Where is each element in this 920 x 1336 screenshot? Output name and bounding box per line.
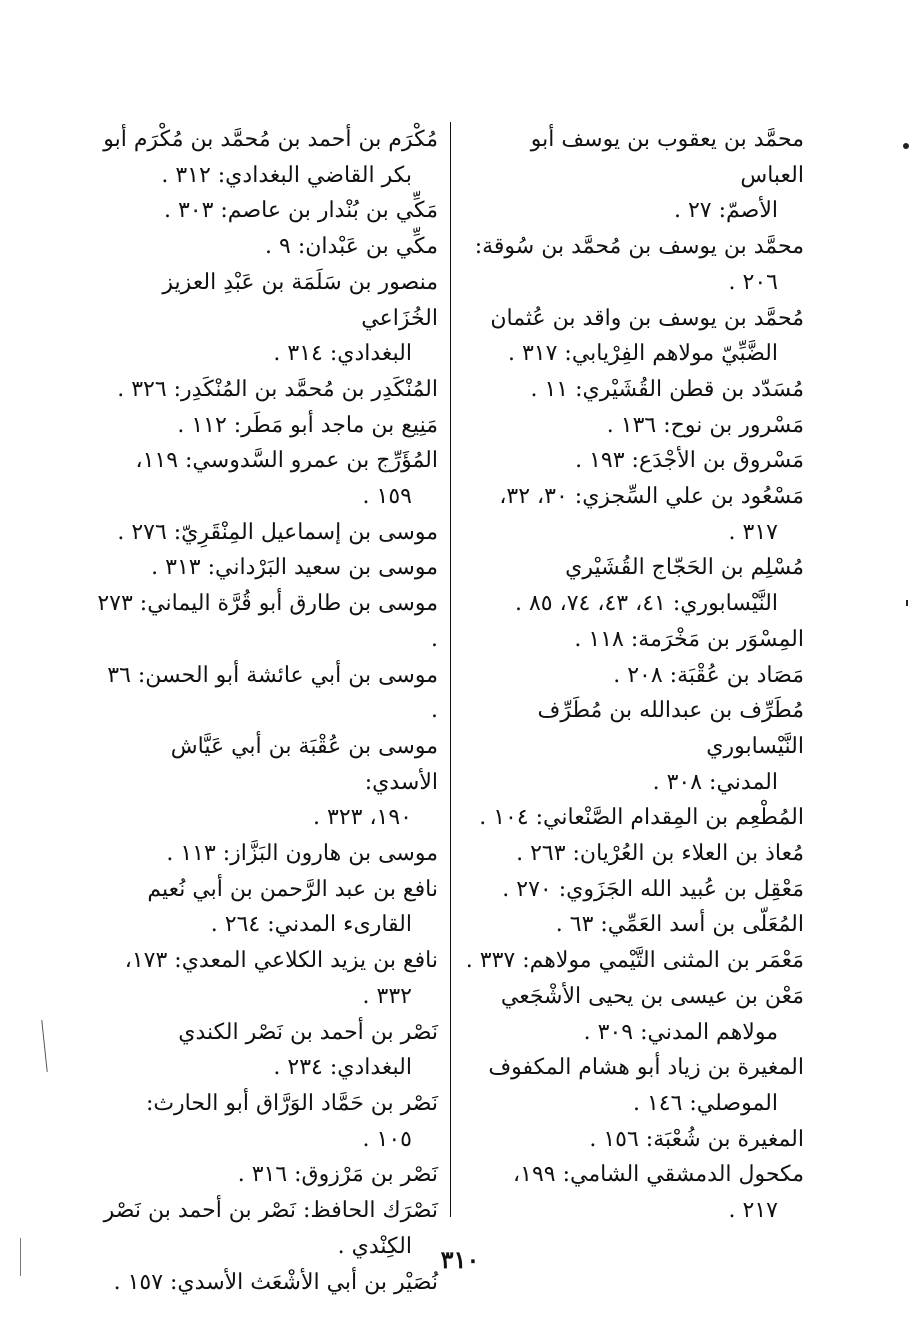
index-entry bbox=[462, 1157, 804, 1228]
entry-continuation: ٣٣٢ . bbox=[362, 983, 412, 1009]
column-divider bbox=[450, 122, 451, 1217]
index-entry bbox=[96, 122, 438, 193]
index-entry bbox=[462, 408, 804, 444]
index-entry bbox=[462, 907, 804, 943]
entry-text: موسى بن سعيد البَرْداني: ٣١٣ . bbox=[151, 555, 438, 581]
index-entry bbox=[96, 1265, 438, 1301]
entry-text: المُطْعِم بن المِقدام الصَّنْعاني: ١٠٤ . bbox=[479, 805, 804, 831]
index-column-right bbox=[462, 122, 804, 1229]
index-entry bbox=[462, 800, 804, 836]
entry-text: مُحمَّد بن يوسف بن واقد بن عُثمان bbox=[490, 305, 804, 331]
entry-text: المُعَلّى بن أسد العَمِّي: ٦٣ . bbox=[555, 912, 804, 938]
entry-text: مَنِيع بن ماجد أبو مَطَر: ١١٢ . bbox=[177, 412, 438, 438]
index-entry bbox=[462, 479, 804, 550]
entry-text: مُسْلِم بن الحَجّاج القُشَيْري bbox=[565, 555, 804, 581]
entry-text: المُنْكَدِر بن مُحمَّد بن المُنْكَدِر: ٣٢٦ . bbox=[117, 376, 438, 402]
entry-text: نافع بن يزيد الكلاعي المعدي: ١٧٣، bbox=[124, 948, 438, 974]
entry-text: موسى بن إسماعيل المِنْقَرِيّ: ٢٧٦ . bbox=[117, 519, 438, 545]
entry-text: مَكِّي بن بُنْدار بن عاصم: ٣٠٣ . bbox=[163, 198, 438, 224]
entry-continuation: الأصمّ: ٢٧ . bbox=[673, 198, 778, 224]
entry-text: نافع بن عبد الرَّحمن بن أبي نُعيم bbox=[147, 876, 438, 902]
entry-text: مَعْمَر بن المثنى التَّيْمي مولاهم: ٣٣٧ . bbox=[465, 948, 804, 974]
index-entry bbox=[462, 658, 804, 694]
entry-continuation: الضَّبِّيّ مولاهم الفِرْيابي: ٣١٧ . bbox=[507, 341, 778, 367]
index-entry bbox=[96, 729, 438, 836]
index-entry bbox=[96, 408, 438, 444]
entry-text: نَصْر بن مَرْزوق: ٣١٦ . bbox=[237, 1162, 438, 1188]
entry-text: محمَّد بن يوسف بن مُحمَّد بن سُوقة: bbox=[474, 234, 804, 260]
index-entry bbox=[96, 229, 438, 265]
entry-text: موسى بن أبي عائشة أبو الحسن: ٣٦ . bbox=[107, 662, 438, 724]
index-entry bbox=[462, 443, 804, 479]
entry-text: نَصْرَك الحافظ: نَصْر بن أحمد بن نَصْر bbox=[103, 1198, 438, 1224]
index-entry bbox=[96, 193, 438, 229]
entry-continuation: ١٥٩ . bbox=[362, 484, 412, 510]
margin-pencil-mark bbox=[41, 1020, 48, 1072]
index-entry bbox=[462, 836, 804, 872]
index-entry bbox=[96, 1086, 438, 1157]
index-entry bbox=[96, 943, 438, 1014]
entry-continuation: ٢١٧ . bbox=[728, 1198, 778, 1224]
index-column-left bbox=[96, 122, 438, 1300]
entry-continuation: ١٩٠، ٣٢٣ . bbox=[313, 805, 412, 831]
entry-text: المغيرة بن شُعْبَة: ١٥٦ . bbox=[589, 1126, 804, 1152]
entry-continuation: الكِنْدي . bbox=[337, 1233, 412, 1259]
index-entry bbox=[96, 265, 438, 372]
index-entry bbox=[462, 943, 804, 979]
entry-continuation: ٣١٧ . bbox=[728, 519, 778, 545]
index-entry bbox=[462, 979, 804, 1050]
entry-text: المِسْوَر بن مَخْرَمة: ١١٨ . bbox=[574, 626, 804, 652]
entry-text: نَصْر بن أحمد بن نَصْر الكندي bbox=[178, 1019, 438, 1045]
index-entry bbox=[96, 872, 438, 943]
entry-continuation: ٢٠٦ . bbox=[728, 269, 778, 295]
index-entry bbox=[462, 229, 804, 300]
index-entry bbox=[462, 372, 804, 408]
entry-continuation: الموصلي: ١٤٦ . bbox=[632, 1090, 778, 1116]
entry-text: مُعاذ بن العلاء بن العُرْيان: ٢٦٣ . bbox=[516, 841, 804, 867]
index-entry bbox=[96, 586, 438, 657]
entry-continuation: النَّيْسابوري: ٤١، ٤٣، ٧٤، ٨٥ . bbox=[514, 591, 778, 617]
entry-text: مَسْعُود بن علي السِّجزي: ٣٠، ٣٢، bbox=[499, 484, 804, 510]
index-entry bbox=[96, 658, 438, 729]
entry-text: مَعْن بن عيسى بن يحيى الأشْجَعي bbox=[500, 983, 804, 1009]
entry-text: المغيرة بن زياد أبو هشام المكفوف bbox=[488, 1055, 804, 1081]
entry-continuation: البغدادي: ٣١٤ . bbox=[273, 341, 412, 367]
entry-text: مَسْروق بن الأجْدَع: ١٩٣ . bbox=[575, 448, 804, 474]
index-entry bbox=[462, 693, 804, 800]
entry-continuation: البغدادي: ٢٣٤ . bbox=[273, 1055, 412, 1081]
index-entry bbox=[462, 550, 804, 621]
entry-text: مَصَاد بن عُقْبَة: ٢٠٨ . bbox=[613, 662, 804, 688]
index-entry bbox=[96, 1193, 438, 1264]
index-entry bbox=[96, 443, 438, 514]
index-entry bbox=[96, 836, 438, 872]
index-entry bbox=[462, 122, 804, 229]
entry-text: مَسْرور بن نوح: ١٣٦ . bbox=[606, 412, 804, 438]
entry-continuation: مولاهم المدني: ٣٠٩ . bbox=[583, 1019, 778, 1045]
entry-continuation: المدني: ٣٠٨ . bbox=[652, 769, 778, 795]
index-entry bbox=[462, 1122, 804, 1158]
index-entry bbox=[96, 372, 438, 408]
index-entry bbox=[96, 515, 438, 551]
entry-continuation: القارىء المدني: ٢٦٤ . bbox=[210, 912, 412, 938]
entry-text: المُؤَرِّج بن عمرو السَّدوسي: ١١٩، bbox=[135, 448, 438, 474]
index-entry bbox=[96, 1015, 438, 1086]
index-entry bbox=[462, 301, 804, 372]
entry-continuation: بكر القاضي البغدادي: ٣١٢ . bbox=[161, 162, 412, 188]
entry-text: موسى بن عُقْبَة بن أبي عَيَّاش الأسدي: bbox=[170, 733, 438, 795]
entry-continuation: ١٠٥ . bbox=[362, 1126, 412, 1152]
margin-scan-mark bbox=[20, 1238, 21, 1276]
entry-text: محمَّد بن يعقوب بن يوسف أبو العباس bbox=[530, 127, 804, 188]
entry-text: نُصَيْر بن أبي الأشْعَث الأسدي: ١٥٧ . bbox=[113, 1269, 438, 1295]
index-entry bbox=[462, 1050, 804, 1121]
margin-dot-mark bbox=[903, 143, 909, 149]
entry-text: موسى بن طارق أبو قُرَّة اليماني: ٢٧٣ . bbox=[97, 591, 438, 652]
entry-text: موسى بن هارون البَزَّاز: ١١٣ . bbox=[166, 841, 438, 867]
entry-text: مَعْقِل بن عُبيد الله الجَزَوي: ٢٧٠ . bbox=[502, 876, 804, 902]
index-entry bbox=[462, 622, 804, 658]
entry-text: نَصْر بن حَمَّاد الوَرَّاق أبو الحارث: bbox=[145, 1090, 438, 1116]
entry-text: مكحول الدمشقي الشامي: ١٩٩، bbox=[513, 1162, 804, 1188]
entry-text: مكِّي بن عَبْدان: ٩ . bbox=[265, 234, 438, 260]
index-entry bbox=[96, 550, 438, 586]
page-number: ٣١٠ bbox=[440, 1245, 480, 1274]
entry-text: مُكْرَم بن أحمد بن مُحمَّد بن مُكْرَم أبو bbox=[103, 127, 438, 152]
margin-tick-mark bbox=[906, 600, 908, 606]
index-entry bbox=[96, 1157, 438, 1193]
index-entry bbox=[462, 872, 804, 908]
entry-text: مُسَدّد بن قطن القُشَيْري: ١١ . bbox=[530, 376, 804, 402]
entry-text: مُطَرِّف بن عبدالله بن مُطَرِّف النَّيْسابوري bbox=[537, 698, 804, 759]
entry-text: منصور بن سَلَمَة بن عَبْدِ العزيز الخُزَاعي bbox=[162, 269, 438, 331]
